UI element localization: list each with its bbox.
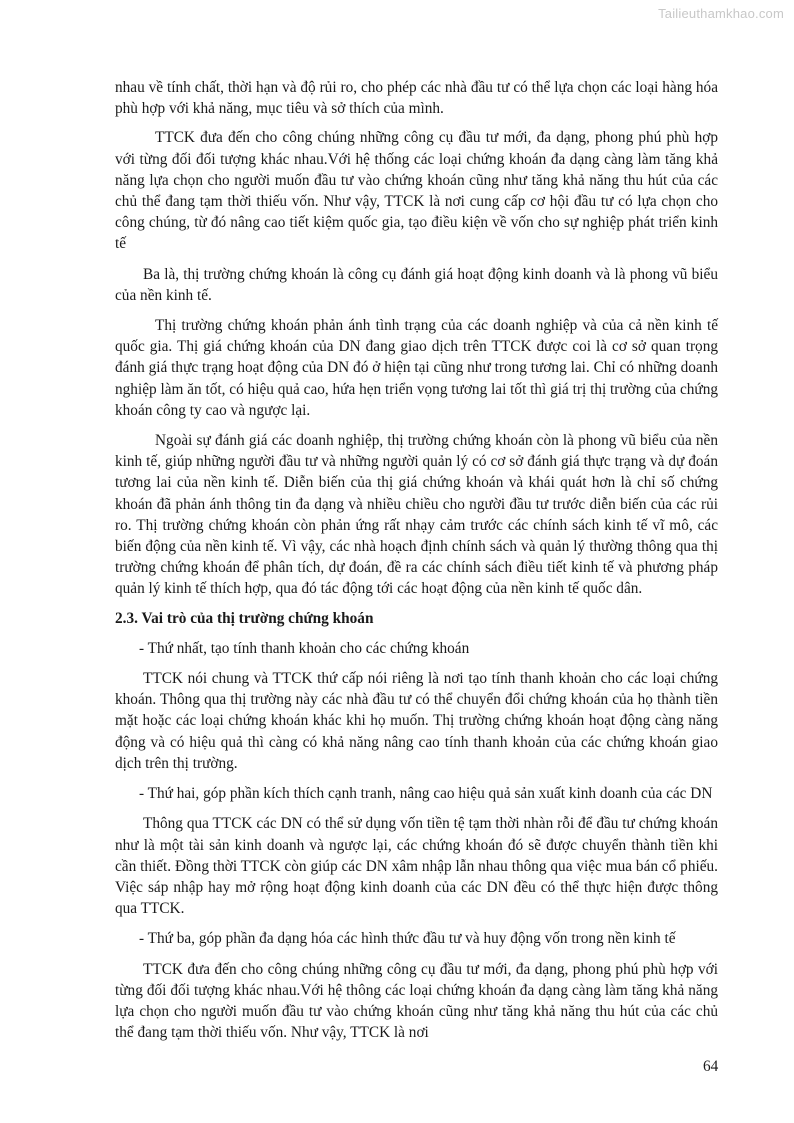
document-body [115, 77, 718, 1043]
paragraph: TTCK đưa đến cho công chúng những công cụ đầu tư mới, đa dạng, phong phú phù hợp với từng đối đối tượng khác nhau.Với hệ thông các loại chứng khoán đa dạng càng làm tăng khả năng lựa chọn cho người muốn đầu tư vào chứng khoán cũng như tăng khả năng thu hút của các chủ thể đang tạm thời thiếu vốn. Như vậy, TTCK là nơi [115, 960, 718, 1042]
watermark-text: Tailieuthamkhao.com [658, 6, 784, 21]
page-number: 64 [703, 1058, 719, 1075]
list-item-heading: - Thứ nhất, tạo tính thanh khoản cho các chứng khoán [139, 639, 470, 657]
paragraph: Thông qua TTCK các DN có thể sử dụng vốn tiền tệ tạm thời nhàn rỗi để đầu tư chứng khoán như là một tài sản kinh doanh và ngược lại, các chứng khoán đó sẽ được chuyển thành tiền khi cần thiết. Đồng thời TTCK còn giúp các DN xâm nhập lẫn nhau thông qua việc mua bán cổ phiếu. Việc sáp nhập hay mở rộng hoạt động kinh doanh của các DN đều có thể thực hiện được thông qua TTCK. [115, 815, 718, 918]
paragraph: TTCK đưa đến cho công chúng những công cụ đầu tư mới, đa dạng, phong phú phù hợp với từng đối đối tượng khác nhau.Với hệ thống các loại chứng khoán đa dạng càng làm tăng khả năng lựa chọn cho người muốn đầu tư vào chứng khoán cũng như tăng khả năng thu hút của các chủ thể đang tạm thời thiếu vốn. Như vậy, TTCK là nơi cung cấp cơ hội đầu tư có lựa chọn cho công chúng, từ đó nâng cao tiết kiệm quốc gia, tạo điều kiện về vốn cho sự nghiệp phát triển kinh tế [115, 129, 718, 253]
list-item-heading: - Thứ hai, góp phần kích thích cạnh tranh, nâng cao hiệu quả sản xuất kinh doanh của các DN [139, 785, 713, 803]
paragraph: Ngoài sự đánh giá các doanh nghiệp, thị trường chứng khoán còn là phong vũ biểu của nền kinh tế, giúp những người đầu tư và những người quản lý có cơ sở đánh giá thực trạng và dự đoán tương lai của nền kinh tế. Diễn biến của thị giá chứng khoán và khái quát hơn là chỉ số chứng khoán đã phản ánh thông tin đa dạng và nhiều chiều cho người đầu tư trước diễn biến của các rủi ro. Thị trường chứng khoán còn phản ứng rất nhạy cảm trước các chính sách kinh tế vĩ mô, các biến động của nền kinh tế. Vì vậy, các nhà hoạch định chính sách và quản lý thường thông qua thị trường chứng khoán để phân tích, dự đoán, đề ra các chính sách điều tiết kinh tế và phương pháp quản lý kinh tế thích hợp, qua đó tác động tới các hoạt động của nền kinh tế quốc dân. [115, 432, 718, 598]
paragraph: Thị trường chứng khoán phản ánh tình trạng của các doanh nghiệp và của cả nền kinh tế quốc gia. Thị giá chứng khoán của DN đang giao dịch trên TTCK được coi là cơ sở quan trọng đánh giá thực trạng hoạt động của DN đó ở hiện tại cũng như trong tương lai. Chỉ có những doanh nghiệp làm ăn tốt, có hiệu quả cao, hứa hẹn triển vọng tương lai tốt thì giá trị thị trường của chứng khoán công ty cao và ngược lại. [115, 317, 718, 419]
paragraph: nhau về tính chất, thời hạn và độ rủi ro, cho phép các nhà đầu tư có thể lựa chọn các loại hàng hóa phù hợp với khả năng, mục tiêu và sở thích của mình. [115, 79, 718, 118]
section-heading: 2.3. Vai trò của thị trường chứng khoán [115, 609, 374, 627]
list-item-heading: - Thứ ba, góp phần đa dạng hóa các hình thức đầu tư và huy động vốn trong nền kinh tế [139, 930, 676, 948]
paragraph: Ba là, thị trường chứng khoán là công cụ đánh giá hoạt động kinh doanh và là phong vũ biểu của nền kinh tế. [115, 265, 718, 304]
paragraph: TTCK nói chung và TTCK thứ cấp nói riêng là nơi tạo tính thanh khoản cho các loại chứng khoán. Thông qua thị trường này các nhà đầu tư có thể chuyển đổi chứng khoán của họ thành tiền mặt hoặc các loại chứng khoán khác khi họ muốn. Thị trường chứng khoán hoạt động càng năng động và có hiệu quả thì càng có khả năng nâng cao tính thanh khoản của các chứng khoán giao dịch trên thị trường. [115, 670, 718, 772]
